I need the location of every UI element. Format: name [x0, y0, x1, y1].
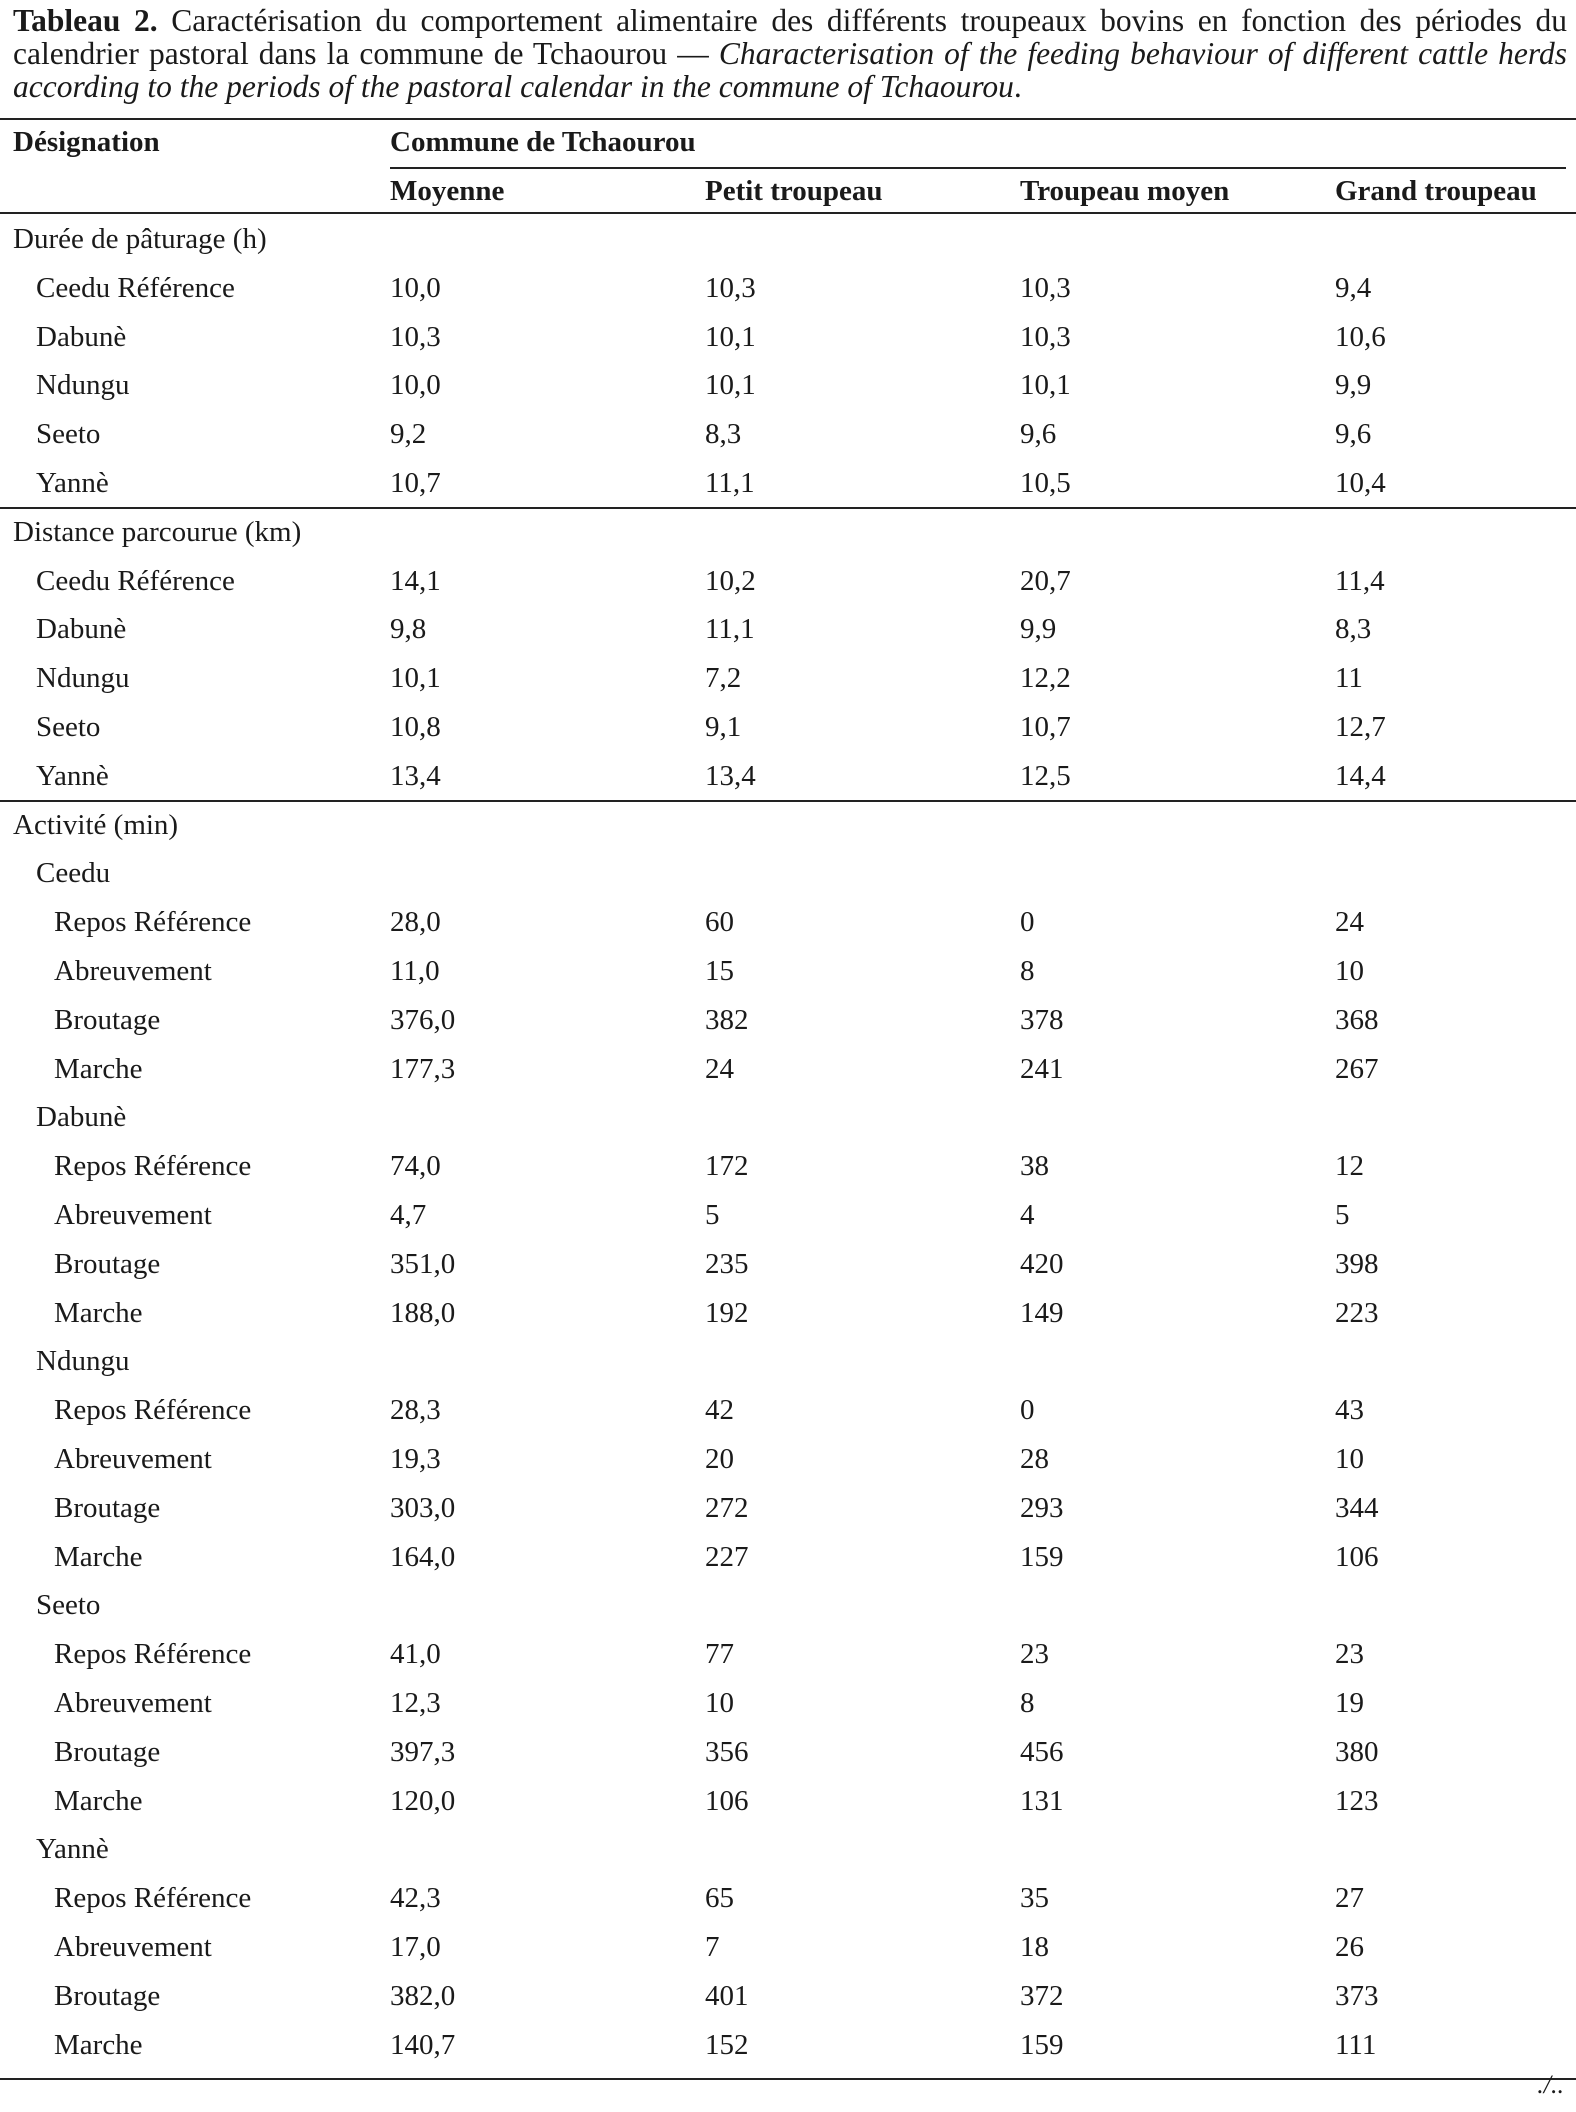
group-title: Seeto: [36, 1589, 101, 1622]
table-cell: 9,9: [1335, 369, 1372, 402]
row-label: Dabunè: [36, 320, 127, 353]
table-cell: 14,4: [1335, 759, 1386, 792]
row-label: Marche: [54, 1784, 143, 1817]
table-cell: 382,0: [390, 1979, 456, 2012]
row-label: Repos Référence: [54, 906, 252, 939]
caption-label: Tableau 2.: [13, 3, 158, 38]
row-label: Ceedu Référence: [36, 564, 235, 597]
row-label: Broutage: [54, 1735, 161, 1768]
row-label: Ceedu Référence: [36, 271, 235, 304]
table-cell: 131: [1020, 1784, 1064, 1817]
row-label: Yannè: [36, 759, 109, 792]
table-cell: 303,0: [390, 1491, 456, 1524]
table-cell: 19,3: [390, 1443, 441, 1475]
table-cell: 11,4: [1335, 564, 1385, 597]
table-cell: 28: [1020, 1443, 1049, 1475]
table-cell: 8: [1020, 955, 1035, 987]
row-label: Ndungu: [36, 369, 130, 402]
table-cell: 293: [1020, 1491, 1064, 1524]
table-cell: 11,0: [390, 955, 440, 987]
row-label: Dabunè: [36, 613, 127, 646]
group-title: Dabunè: [36, 1101, 127, 1134]
table-cell: 152: [705, 2028, 749, 2061]
table-cell: 20: [705, 1443, 734, 1475]
row-label: Abreuvement: [54, 1443, 212, 1475]
table-cell: 120,0: [390, 1784, 456, 1817]
table-cell: 74,0: [390, 1150, 441, 1183]
row-label: Repos Référence: [54, 1150, 252, 1183]
table-cell: 10,2: [705, 564, 756, 597]
row-label: Abreuvement: [54, 1687, 212, 1719]
table-cell: 0: [1020, 1394, 1035, 1427]
table-cell: 38: [1020, 1150, 1049, 1183]
commune-underline-rule: [390, 167, 1566, 169]
section-divider-rule: [0, 800, 1576, 802]
row-label: Abreuvement: [54, 1931, 212, 1963]
column-header-3: Troupeau moyen: [1020, 175, 1230, 207]
table-cell: 9,8: [390, 613, 427, 646]
row-label: Abreuvement: [54, 955, 212, 987]
table-cell: 10,1: [1020, 369, 1071, 402]
column-header-1: Moyenne: [390, 175, 505, 207]
row-label: Seeto: [36, 711, 101, 743]
table-cell: 77: [705, 1638, 734, 1671]
table-cell: 177,3: [390, 1052, 456, 1085]
table-cell: 172: [705, 1150, 749, 1183]
table-cell: 35: [1020, 1882, 1049, 1915]
table-cell: 223: [1335, 1296, 1379, 1329]
table-cell: 15: [705, 955, 734, 987]
table-cell: 19: [1335, 1687, 1364, 1719]
table-cell: 28,0: [390, 906, 441, 939]
table-cell: 9,6: [1335, 418, 1372, 451]
row-label: Repos Référence: [54, 1638, 252, 1671]
table-cell: 65: [705, 1882, 734, 1915]
table-cell: 10,3: [390, 320, 441, 353]
table-cell: 10,0: [390, 271, 441, 304]
header-bottom-rule: [0, 212, 1576, 214]
table-cell: 12,7: [1335, 711, 1386, 743]
row-label: Yannè: [36, 467, 109, 499]
table-cell: 9,1: [705, 711, 742, 743]
table-cell: 267: [1335, 1052, 1379, 1085]
table-cell: 42,3: [390, 1882, 441, 1915]
table-cell: 123: [1335, 1784, 1379, 1817]
table-cell: 10,8: [390, 711, 441, 743]
group-title: Yannè: [36, 1833, 109, 1866]
table-cell: 140,7: [390, 2028, 456, 2061]
section-title: Activité (min): [13, 808, 179, 841]
table-cell: 373: [1335, 1979, 1379, 2012]
table-cell: 192: [705, 1296, 749, 1329]
table-cell: 10,1: [705, 320, 756, 353]
table-cell: 9,6: [1020, 418, 1057, 451]
table-cell: 17,0: [390, 1931, 441, 1963]
table-cell: 380: [1335, 1735, 1379, 1768]
table-cell: 12,2: [1020, 662, 1071, 695]
table-cell: 9,9: [1020, 613, 1057, 646]
row-label: Marche: [54, 1296, 143, 1329]
table-cell: 10: [1335, 955, 1364, 987]
table-cell: 5: [1335, 1199, 1350, 1231]
table-cell: 10: [705, 1687, 734, 1719]
table-cell: 106: [1335, 1540, 1379, 1573]
table-cell: 10,5: [1020, 467, 1071, 499]
table-cell: 4: [1020, 1199, 1035, 1231]
table-cell: 27: [1335, 1882, 1364, 1915]
table-cell: 10,7: [390, 467, 441, 499]
table-cell: 60: [705, 906, 734, 939]
table-cell: 227: [705, 1540, 749, 1573]
table-cell: 344: [1335, 1491, 1379, 1524]
table-cell: 10,0: [390, 369, 441, 402]
table-cell: 10,4: [1335, 467, 1386, 499]
group-title: Ceedu: [36, 857, 111, 890]
table-cell: 11,1: [705, 467, 755, 499]
row-label: Repos Référence: [54, 1882, 252, 1915]
table-cell: 159: [1020, 1540, 1064, 1573]
table-cell: 401: [705, 1979, 749, 2012]
caption-text-en-1: Characterisation of the feeding behaviour of different cattle herds: [718, 36, 1567, 71]
table-cell: 398: [1335, 1247, 1379, 1280]
table-cell: 188,0: [390, 1296, 456, 1329]
section-title: Distance parcourue (km): [13, 515, 302, 548]
row-label: Marche: [54, 2028, 143, 2061]
table-cell: 12: [1335, 1150, 1364, 1183]
table-cell: 10,1: [390, 662, 441, 695]
table-cell: 9,4: [1335, 271, 1372, 304]
table-cell: 18: [1020, 1931, 1049, 1963]
table-top-rule: [0, 118, 1576, 120]
table-cell: 420: [1020, 1247, 1064, 1280]
table-cell: 23: [1335, 1638, 1364, 1671]
caption-text-en-2: according to the periods of the pastoral calendar in the commune of Tchaourou: [13, 69, 1014, 104]
table-cell: 106: [705, 1784, 749, 1817]
table-cell: 7,2: [705, 662, 742, 695]
table-cell: 10,3: [705, 271, 756, 304]
table-cell: 13,4: [390, 759, 441, 792]
table-cell: 351,0: [390, 1247, 456, 1280]
table-cell: 28,3: [390, 1394, 441, 1427]
table-cell: 43: [1335, 1394, 1364, 1427]
table-cell: 149: [1020, 1296, 1064, 1329]
table-cell: 13,4: [705, 759, 756, 792]
column-header-2: Petit troupeau: [705, 175, 883, 207]
table-cell: 159: [1020, 2028, 1064, 2061]
table-cell: 368: [1335, 1003, 1379, 1036]
row-label: Broutage: [54, 1491, 161, 1524]
column-header-commune: Commune de Tchaourou: [390, 126, 696, 158]
row-label: Abreuvement: [54, 1199, 212, 1231]
table-cell: 8,3: [1335, 613, 1372, 646]
caption-text-fr-2: calendrier pastoral dans la commune de Tchaourou —: [13, 36, 709, 71]
table-cell: 23: [1020, 1638, 1049, 1671]
column-header-designation: Désignation: [13, 126, 160, 158]
table-cell: 12,3: [390, 1687, 441, 1719]
table-caption: [13, 4, 1567, 103]
table-cell: 14,1: [390, 564, 441, 597]
table-cell: 11: [1335, 662, 1363, 695]
table-cell: 378: [1020, 1003, 1064, 1036]
table-cell: 164,0: [390, 1540, 456, 1573]
caption-line-3: according to the periods of the pastoral calendar in the commune of Tchaourou.: [13, 69, 1022, 104]
table-cell: 20,7: [1020, 564, 1071, 597]
table-cell: 41,0: [390, 1638, 441, 1671]
row-label: Seeto: [36, 418, 101, 451]
table-cell: 111: [1335, 2028, 1377, 2061]
table-cell: 272: [705, 1491, 749, 1524]
table-cell: 5: [705, 1199, 720, 1231]
row-label: Broutage: [54, 1003, 161, 1036]
caption-line-2: [13, 37, 1567, 70]
table-bottom-rule: [0, 2078, 1576, 2080]
table-cell: 7: [705, 1931, 720, 1963]
table-cell: 376,0: [390, 1003, 456, 1036]
table-cell: 12,5: [1020, 759, 1071, 792]
caption-line-1: [13, 4, 1567, 37]
row-label: Marche: [54, 1052, 143, 1085]
table-cell: 10,7: [1020, 711, 1071, 743]
table-cell: 4,7: [390, 1199, 427, 1231]
table-cell: 241: [1020, 1052, 1064, 1085]
table-cell: 26: [1335, 1931, 1364, 1963]
table-cell: 456: [1020, 1735, 1064, 1768]
table-cell: 382: [705, 1003, 749, 1036]
table-cell: 235: [705, 1247, 749, 1280]
column-header-4: Grand troupeau: [1335, 175, 1537, 207]
table-cell: 397,3: [390, 1735, 456, 1768]
table-cell: 10,6: [1335, 320, 1386, 353]
group-title: Ndungu: [36, 1345, 130, 1378]
row-label: Ndungu: [36, 662, 130, 695]
table-cell: 372: [1020, 1979, 1064, 2012]
row-label: Repos Référence: [54, 1394, 252, 1427]
table-cell: 24: [1335, 906, 1364, 939]
table-cell: 9,2: [390, 418, 427, 451]
caption-text-fr-1: Caractérisation du comportement alimentaire des différents troupeaux bovins en fonction des périodes du: [171, 3, 1568, 38]
table-cell: 42: [705, 1394, 734, 1427]
continuation-marker: ./..: [1537, 2070, 1564, 2099]
table-cell: 10: [1335, 1443, 1364, 1475]
table-cell: 10,1: [705, 369, 756, 402]
table-cell: 11,1: [705, 613, 755, 646]
table-cell: 356: [705, 1735, 749, 1768]
section-divider-rule: [0, 507, 1576, 509]
table-cell: 10,3: [1020, 271, 1071, 304]
table-cell: 8: [1020, 1687, 1035, 1719]
row-label: Broutage: [54, 1979, 161, 2012]
row-label: Broutage: [54, 1247, 161, 1280]
section-title: Durée de pâturage (h): [13, 223, 267, 255]
table-cell: 8,3: [705, 418, 742, 451]
table-cell: 0: [1020, 906, 1035, 939]
table-cell: 10,3: [1020, 320, 1071, 353]
row-label: Marche: [54, 1540, 143, 1573]
table-cell: 24: [705, 1052, 734, 1085]
